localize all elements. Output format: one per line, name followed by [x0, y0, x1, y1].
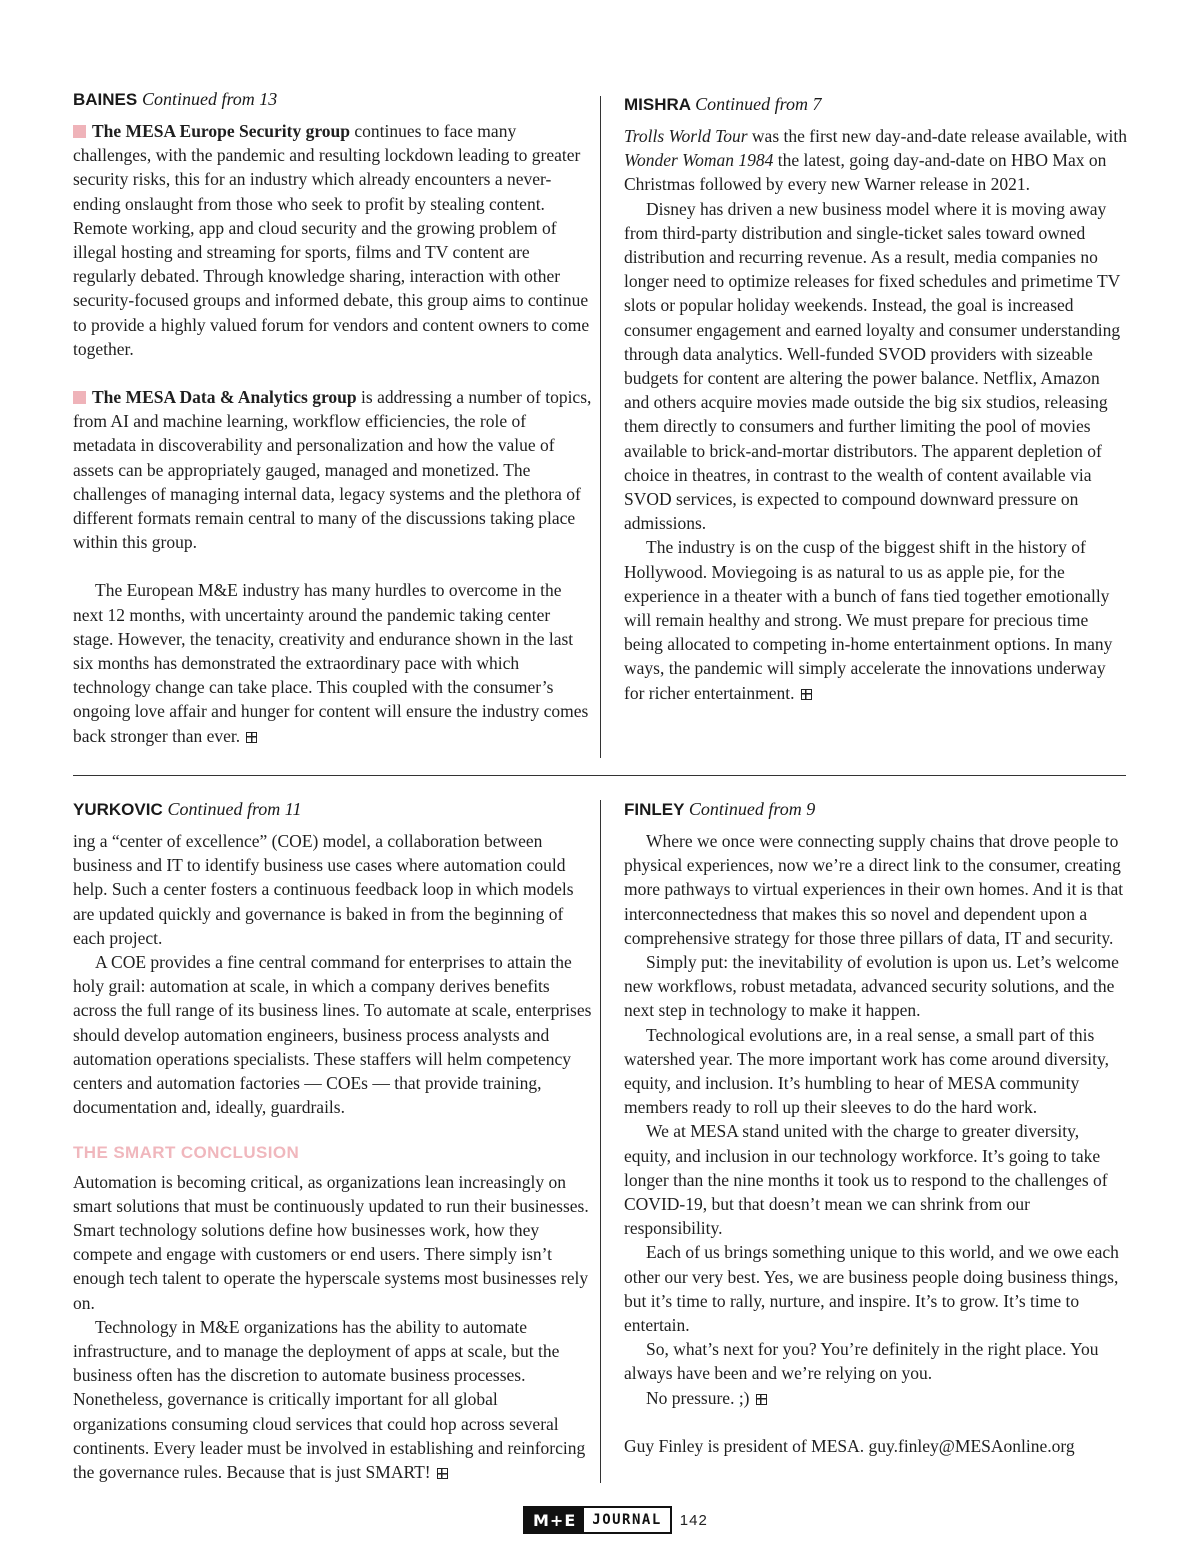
baines-p1-lead: The MESA Europe Security group	[92, 121, 350, 141]
end-mark-icon	[756, 1394, 767, 1405]
mishra-p1-text-b: the latest, going day-and-date on HBO Max on Christmas followed by every new Warner release in 2021.	[624, 150, 1107, 195]
pink-square-icon	[73, 391, 86, 404]
yurkovic-header	[73, 798, 593, 821]
baines-continued: Continued from 13	[141, 89, 278, 109]
yurkovic-paragraph-3: Automation is becoming critical, as organizations lean increasingly on smart solutions that must be continuously updated to run their businesses. Smart technology solutions define how businesses work, how they compete and engage with customers or end users. There simply isn’t enough tech talent to operate the hyperscale systems most businesses rely on.	[73, 1171, 589, 1313]
finley-p7-text: No pressure. ;)	[646, 1387, 750, 1408]
yurkovic-subhead: THE SMART CONCLUSION	[73, 1143, 300, 1163]
pink-square-icon	[73, 125, 86, 138]
journal-logo	[523, 1506, 672, 1534]
baines-p2-text: is addressing a number of topics, from AI and machine learning, workflow efficiencies, the role of metadata in discoverability and personalization and how the value of assets can be appropriately gauged, managed and monetized. The challenges of managing internal data, legacy systems and the plethora of different formats remain central to many of the discussions taking place within this group.	[73, 387, 592, 553]
finley-paragraph-4: We at MESA stand united with the charge to greater diversity, equity, and inclusion in our technology workforce. It’s going to take longer than the nine months it took us to respond to the challenges of COVID-19, but that doesn’t mean we can shrink from our responsibility.	[624, 1121, 1108, 1239]
page-footer	[523, 1506, 708, 1534]
yurkovic-paragraph-1: ing a “center of excellence” (COE) model, a collaboration between business and IT to identify business use cases where automation could help. Such a center fosters a continuous feedback loop in which models are updated quickly and governance is baked in from the beginning of each project.	[73, 831, 574, 948]
finley-paragraph-5: Each of us brings something unique to this world, and we owe each other our very best. Yes, we are business people doing business things, but it’s time to rally, nurture, and inspire. It’s to grow. It’s time to entertain.	[624, 1242, 1119, 1336]
yurkovic-continued: Continued from 11	[167, 799, 302, 819]
finley-paragraph-3: Technological evolutions are, in a real sense, a small part of this watershed year. The more important work has come around diversity, equity, and inclusion. It’s humbling to hear of MESA community members ready to roll up their sleeves to do the hard work.	[624, 1024, 1109, 1118]
mishra-p3-text: The industry is on the cusp of the biggest shift in the history of Hollywood. Moviegoing is as natural to us as apple pie, for the experience in a theater with a bunch of fans tied together emotionally will remain healthy and strong. We must prepare for precious time being allocated to competing in-home entertainment options. In many ways, the pandemic will simply accelerate the innovations underway for richer entertainment.	[624, 537, 1113, 703]
section-divider	[73, 775, 1126, 776]
mishra-header	[624, 93, 1128, 116]
finley-continued: Continued from 9	[688, 799, 816, 819]
baines-paragraph-1	[73, 119, 593, 361]
logo-wordmark: JOURNAL	[592, 1512, 662, 1528]
baines-p2-lead: The MESA Data & Analytics group	[92, 387, 357, 408]
finley-author: FINLEY	[624, 800, 685, 819]
yurkovic-paragraph-4	[73, 1315, 593, 1484]
baines-column	[73, 88, 593, 748]
yurkovic-author: YURKOVIC	[73, 800, 163, 819]
finley-paragraph-2: Simply put: the inevitability of evolution is upon us. Let’s welcome new workflows, robust metadata, advanced security solutions, and the next step in technology to make it happen.	[624, 952, 1119, 1021]
baines-header	[73, 88, 593, 111]
mishra-film-title-2: Wonder Woman 1984	[624, 150, 774, 171]
mishra-p1-text-a: was the first new day-and-date release available, with	[747, 126, 1128, 146]
yurkovic-column	[73, 798, 593, 1484]
mishra-paragraph-1	[624, 124, 1128, 197]
mishra-paragraph-2: Disney has driven a new business model where it is moving away from third-party distribution and single-ticket sales toward owned distribution and recurring revenue. As a result, media companies no longer need to optimize releases for fixed schedules and primetime TV slots or popular holiday weekends. Instead, the goal is increased consumer engagement and earned loyalty and consumer understanding through data analytics. Well-funded SVOD providers with sizeable budgets for content are altering the power balance. Netflix, Amazon and others acquire movies made outside the big six studios, releasing them directly to consumers and further limiting the pool of movies available to brick-and-mortar distributors. The apparent depletion of choice in theatres, in contrast to the wealth of content available via SVOD services, is expected to compound downward pressure on admissions.	[624, 198, 1121, 534]
baines-p3-text: The European M&E industry has many hurdles to overcome in the next 12 months, with uncertainty around the pandemic taking center stage. However, the tenacity, creativity and endurance shown in the last six months has demonstrated the extraordinary pace with which technology change can take place. This coupled with the consumer’s ongoing love affair and hunger for content will ensure the industry comes back stronger than ever.	[73, 580, 589, 746]
end-mark-icon	[437, 1468, 448, 1479]
finley-paragraph-6: So, what’s next for you? You’re definitely in the right place. You always have been and we’re relying on you.	[624, 1339, 1099, 1384]
mishra-paragraph-3	[624, 535, 1128, 704]
yurkovic-paragraph-2: A COE provides a fine central command for enterprises to attain the holy grail: automation at scale, in which a company derives benefits across the full range of its business lines. To automate at scale, enterprises should develop automation engineers, business process analysts and automation operations specialists. These staffers will helm competency centers and automation factories — COEs — that provide training, documentation and, ideally, guardrails.	[73, 952, 592, 1118]
baines-paragraph-2	[73, 385, 593, 554]
mishra-film-title-1: Trolls World Tour	[624, 126, 748, 146]
baines-paragraph-3	[73, 578, 593, 747]
end-mark-icon	[246, 732, 257, 743]
finley-bio: Guy Finley is president of MESA. guy.finley@MESAonline.org	[624, 1435, 1075, 1456]
column-divider-bottom	[600, 800, 601, 1483]
finley-paragraph-1: Where we once were connecting supply chains that drove people to physical experiences, now we’re a direct link to the consumer, creating more pathways to virtual experiences in their own homes. And it is that interconnectedness that makes this so novel and dependent upon a comprehensive strategy for those three pillars of data, IT and security.	[624, 831, 1124, 948]
logo-mark: M+E	[525, 1508, 584, 1532]
column-divider-top	[600, 96, 601, 758]
mishra-continued: Continued from 7	[695, 94, 822, 114]
finley-paragraph-7	[624, 1386, 1128, 1410]
finley-column	[624, 798, 1128, 1458]
mishra-author: MISHRA	[624, 95, 691, 114]
finley-header	[624, 798, 1128, 821]
mishra-column	[624, 93, 1128, 705]
yurkovic-p4-text: Technology in M&E organizations has the ability to automate infrastructure, and to manage the deployment of apps at scale, but the business often has the discretion to automate business processes. Nonetheless, governance is critically important for all global organizations consuming cloud services that could hop across several continents. Every leader must be involved in establishing and reinforcing the governance rules. Because that is just SMART!	[73, 1316, 586, 1483]
page-number: 142	[679, 1511, 708, 1529]
end-mark-icon	[801, 689, 812, 700]
baines-p1-text: continues to face many challenges, with the pandemic and resulting lockdown leading to greater security risks, this for an industry which already encounters a never-ending onslaught from those who seek to profit by stealing content. Remote working, app and cloud security and the growing problem of illegal hosting and streaming for sports, films and TV content are regularly debated. Through knowledge sharing, interaction with other security-focused groups and informed debate, this group aims to continue to provide a highly valued forum for vendors and content owners to come together.	[73, 121, 590, 359]
baines-author: BAINES	[73, 90, 138, 109]
